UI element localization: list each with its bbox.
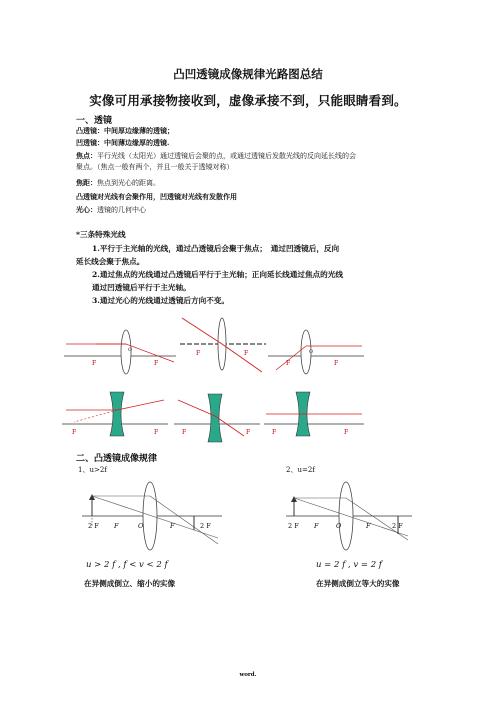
center-label: 光心： — [76, 205, 97, 214]
center-text: 透镜的几何中心 — [97, 206, 146, 214]
focus-label-right: F — [154, 429, 159, 436]
optical-center-definition — [76, 205, 146, 216]
virtual-extension — [74, 410, 117, 422]
case1-formula: u > 2 f , f < v < 2 f — [86, 560, 168, 570]
convex-def-text: 凸透镜：中间厚边缘薄的透镜； — [76, 126, 174, 135]
focus-label-right: F — [344, 429, 349, 436]
f-label-left: F — [314, 522, 319, 530]
convex-parallel-ray-diagram — [62, 318, 178, 376]
concave-center-ray-diagram — [262, 384, 366, 442]
refracted-ray — [126, 344, 174, 362]
page-subtitle: 实像可用承接物接收到，虚像承接不到，只能眼睛看到。 — [89, 93, 407, 108]
focus-label-right: F — [246, 429, 251, 436]
case2-label: 2、u=2f — [286, 466, 315, 474]
2f-label-left: 2 F — [88, 522, 99, 530]
convex-center-ray-diagram — [266, 318, 366, 376]
o-label: O — [138, 522, 144, 530]
focal-label: 焦距： — [76, 178, 97, 187]
optical-center-label: O — [128, 347, 133, 353]
case1-result: 在异侧成倒立、缩小的实像 — [84, 579, 176, 588]
incident-ray — [182, 318, 222, 344]
focus-label-left: F — [286, 360, 291, 367]
concave-definition — [76, 138, 169, 149]
lens-effect: 凸透镜对光线有会聚作用，凹透镜对光线有发散作用 — [76, 192, 237, 201]
page-title: 凸凹透镜成像规律光路图总结 — [173, 67, 323, 81]
concave-def-text: 凹透镜：中间薄边缘厚的透镜. — [76, 138, 170, 147]
focus-label-left: F — [272, 429, 277, 436]
case2-result: 在异侧成倒立等大的实像 — [316, 579, 400, 588]
focus-text: 平行光线（太阳光）通过透镜后会聚的点，或通过透镜后发散光线的反向延长线的会 — [97, 152, 356, 160]
convex-lens — [339, 482, 353, 550]
f-label-right: F — [170, 522, 175, 530]
focus-label-right: F — [334, 360, 339, 367]
concave-focus-ray-diagram — [172, 384, 262, 448]
refracted-ray — [346, 498, 408, 540]
ray-rule-1: 1.平行于主光轴的光线，通过凸透镜后会聚于焦点； 通过凹透镜后，反向 — [92, 244, 340, 253]
focus-label: 焦点： — [76, 151, 97, 160]
convex-focus-ray-diagram — [178, 314, 268, 376]
case2-formula: u = 2 f , v = 2 f — [316, 560, 382, 570]
concave-lens — [208, 394, 222, 442]
2f-label-left: 2 F — [288, 522, 299, 530]
focus-label-left: F — [72, 429, 77, 436]
page-footer: word. — [239, 672, 257, 678]
section3-heading: 二、凸透镜成像规律 — [76, 454, 158, 464]
concave-parallel-ray-diagram — [60, 384, 170, 442]
2f-label-right: 2 F — [392, 522, 403, 530]
case1-label: 1、u>2f — [78, 466, 107, 474]
ray-rule-1-cont: 延长线会聚于焦点。 — [76, 257, 145, 266]
focus-text-2: 聚点。（焦点一般有两个，并且一般关于透镜对称） — [76, 162, 234, 171]
optical-center-label: O — [309, 349, 314, 355]
focus-label-left: F — [196, 350, 201, 357]
convex-lens — [143, 482, 157, 550]
section1-heading: 一、透镜 — [76, 116, 113, 126]
case1-imaging-diagram — [78, 478, 224, 554]
o-label: O — [336, 522, 342, 530]
diverging-ray — [117, 400, 164, 410]
concave-lens — [110, 392, 124, 436]
ray-rule-3: 3.通过光心的光线通过透镜后方向不变。 — [92, 296, 230, 305]
focus-label-left: F — [182, 429, 187, 436]
focus-label-right: F — [154, 360, 159, 367]
f-label-right: F — [366, 522, 371, 530]
ray-rule-2-cont: 通过凹透镜后平行于主光轴。 — [92, 283, 191, 292]
convex-definition — [76, 126, 174, 137]
f-label-left: F — [114, 522, 119, 530]
focus-label-left: F — [92, 360, 97, 367]
focal-text: 焦点到光心的距离。 — [97, 179, 160, 187]
section2-heading: *三条特殊光线 — [76, 230, 126, 239]
refracted-ray — [222, 344, 262, 372]
refracted-ray — [150, 496, 218, 544]
focus-definition — [76, 151, 426, 172]
focal-length-definition — [76, 178, 160, 189]
2f-label-right: 2 F — [200, 522, 211, 530]
ray-rule-2: 2.通过焦点的光线通过凸透镜后平行于主光轴；正向延长线通过焦点的光线 — [92, 270, 343, 279]
focus-label-right: F — [244, 350, 249, 357]
case2-imaging-diagram — [284, 478, 414, 554]
